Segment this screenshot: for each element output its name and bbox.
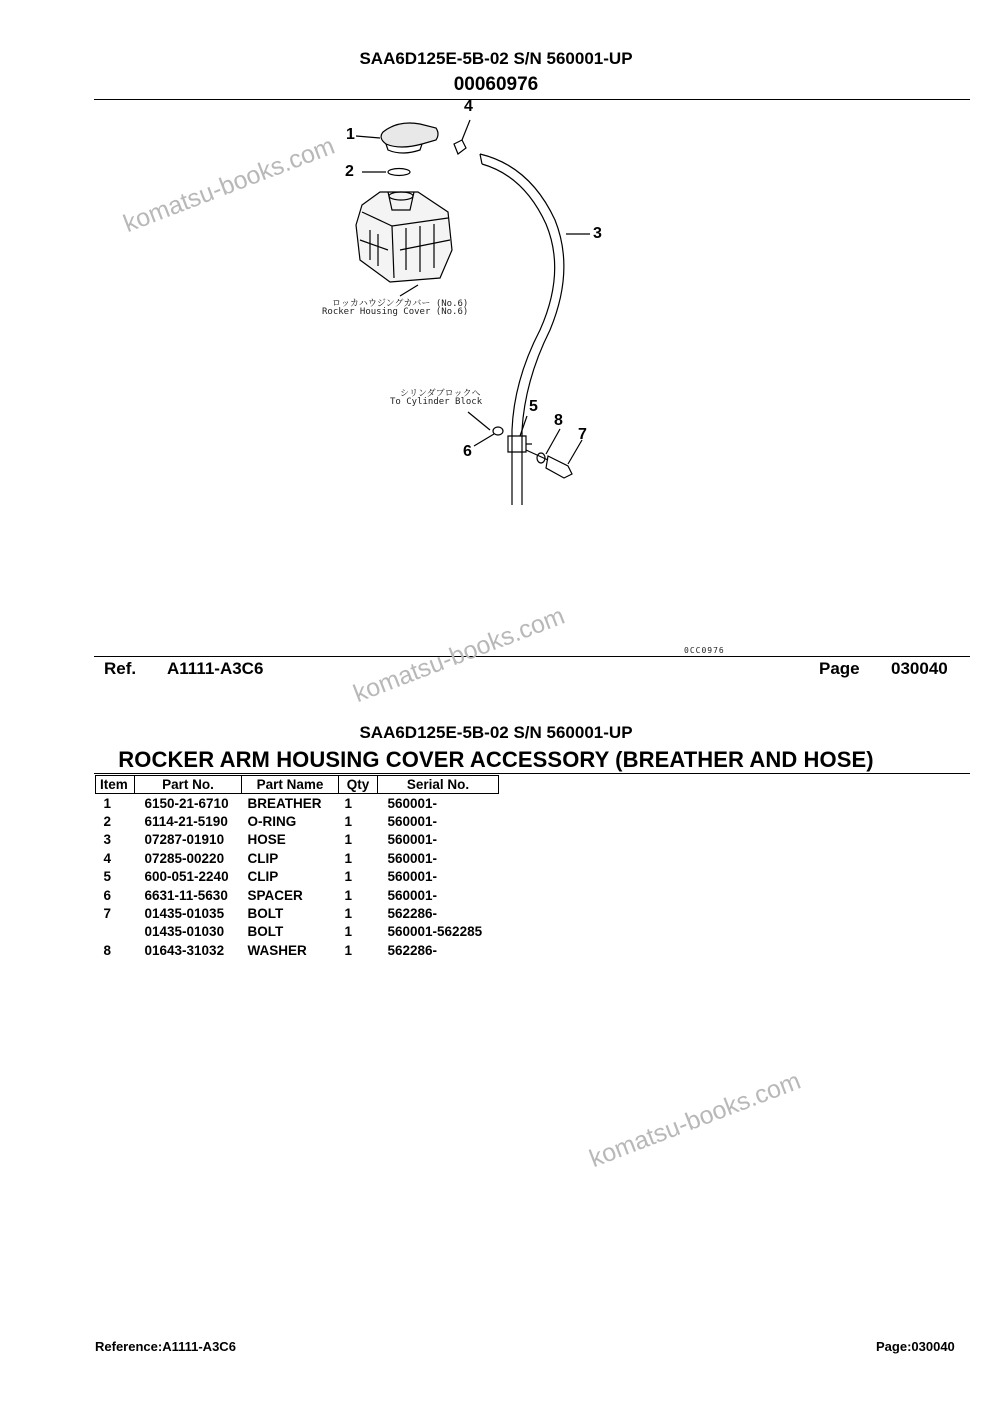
note-cylinder-en: To Cylinder Block: [390, 397, 483, 407]
cell-part-no: 6114-21-5190: [144, 814, 228, 830]
table-row: [96, 831, 499, 849]
callout-4: 4: [464, 98, 473, 115]
cell-item: 5: [103, 869, 112, 885]
callout-7: 7: [578, 426, 587, 443]
model-header: SAA6D125E-5B-02 S/N 560001-UP: [359, 49, 633, 68]
section-model: SAA6D125E-5B-02 S/N 560001-UP: [359, 723, 633, 742]
page-value: 030040: [891, 659, 948, 678]
watermark-3: komatsu-books.com: [585, 1066, 805, 1174]
cell-qty: 1: [344, 924, 353, 940]
cell-part-name: CLIP: [247, 850, 279, 866]
cell-part-no: 01435-01035: [144, 906, 225, 922]
cell-serial-no: 560001-: [387, 795, 438, 811]
parts-illustration: [0, 100, 992, 655]
cell-item: 6: [103, 887, 112, 903]
cell-qty: 1: [344, 869, 353, 885]
cell-part-no: 01435-01030: [144, 924, 225, 940]
cell-part-name: WASHER: [247, 942, 307, 958]
cell-part-name: BOLT: [247, 906, 284, 922]
header-part-name: Part Name: [242, 776, 339, 794]
note-rocker-jp: ロッカハウジングカバー (No.6): [332, 299, 469, 309]
table-header-row: [96, 776, 499, 794]
document-number: 00060976: [453, 74, 539, 95]
table-row: [96, 868, 499, 886]
cell-part-name: BREATHER: [247, 795, 322, 811]
cell-item: 1: [103, 795, 112, 811]
cell-serial-no: 560001-562285: [387, 924, 483, 940]
callout-3: 3: [593, 225, 602, 242]
note-rocker-en: Rocker Housing Cover (No.6): [322, 307, 469, 317]
cell-serial-no: 562286-: [387, 906, 438, 922]
cell-qty: 1: [344, 832, 353, 848]
table-row: [96, 849, 499, 867]
cell-part-no: 07287-01910: [144, 832, 225, 848]
cell-serial-no: 560001-: [387, 832, 438, 848]
watermark-2: komatsu-books.com: [349, 601, 569, 709]
cell-qty: 1: [344, 795, 353, 811]
callout-2: 2: [345, 163, 354, 180]
callout-1: 1: [346, 126, 355, 143]
header-serial-no: Serial No.: [378, 776, 499, 794]
cell-part-name: SPACER: [247, 887, 303, 903]
cell-part-no: 6631-11-5630: [144, 887, 228, 903]
title-divider: [94, 773, 970, 774]
cell-serial-no: 562286-: [387, 942, 438, 958]
cell-part-name: O-RING: [247, 814, 297, 830]
callout-8: 8: [554, 412, 563, 429]
table-row: [96, 794, 499, 813]
page-label: Page: [819, 659, 860, 678]
cell-part-name: HOSE: [247, 832, 286, 848]
ref-value: A1111-A3C6: [167, 659, 264, 678]
watermark-1: komatsu-books.com: [119, 131, 339, 239]
header-item: Item: [96, 776, 135, 794]
note-cylinder-jp: シリンダブロックへ: [400, 389, 481, 399]
header-part-no: Part No.: [135, 776, 242, 794]
cell-qty: 1: [344, 906, 353, 922]
cell-serial-no: 560001-: [387, 850, 438, 866]
callout-5: 5: [529, 398, 538, 415]
cell-qty: 1: [344, 942, 353, 958]
cell-qty: 1: [344, 850, 353, 866]
cell-item: 3: [103, 832, 112, 848]
illustration-divider: [94, 656, 970, 657]
cell-item: 8: [103, 942, 112, 958]
cell-item: 7: [103, 906, 112, 922]
footer-reference: Reference:A1111-A3C6: [95, 1339, 236, 1354]
cell-qty: 1: [344, 814, 353, 830]
cell-part-name: CLIP: [247, 869, 279, 885]
cell-item: 2: [103, 814, 112, 830]
header-qty: Qty: [339, 776, 378, 794]
section-title: ROCKER ARM HOUSING COVER ACCESSORY (BREATHER AND HOSE): [118, 747, 874, 772]
figure-code: 0CC0976: [684, 646, 725, 655]
table-row: [96, 812, 499, 830]
cell-item: [96, 923, 135, 941]
cell-part-no: 6150-21-6710: [144, 795, 229, 811]
cell-serial-no: 560001-: [387, 814, 438, 830]
cell-part-no: 01643-31032: [144, 942, 225, 958]
table-row: [96, 904, 499, 922]
footer-page: Page:030040: [876, 1339, 955, 1354]
parts-table: [95, 775, 499, 960]
cell-part-no: 07285-00220: [144, 850, 225, 866]
ref-label: Ref.: [104, 659, 137, 678]
cell-qty: 1: [344, 887, 353, 903]
table-row: [96, 923, 499, 941]
table-row: [96, 886, 499, 904]
table-row: [96, 941, 499, 959]
cell-part-no: 600-051-2240: [144, 869, 229, 885]
callout-6: 6: [463, 443, 472, 460]
cell-serial-no: 560001-: [387, 869, 438, 885]
cell-part-name: BOLT: [247, 924, 284, 940]
exploded-view-drawing: [0, 100, 992, 655]
cell-serial-no: 560001-: [387, 887, 438, 903]
cell-item: 4: [103, 850, 112, 866]
